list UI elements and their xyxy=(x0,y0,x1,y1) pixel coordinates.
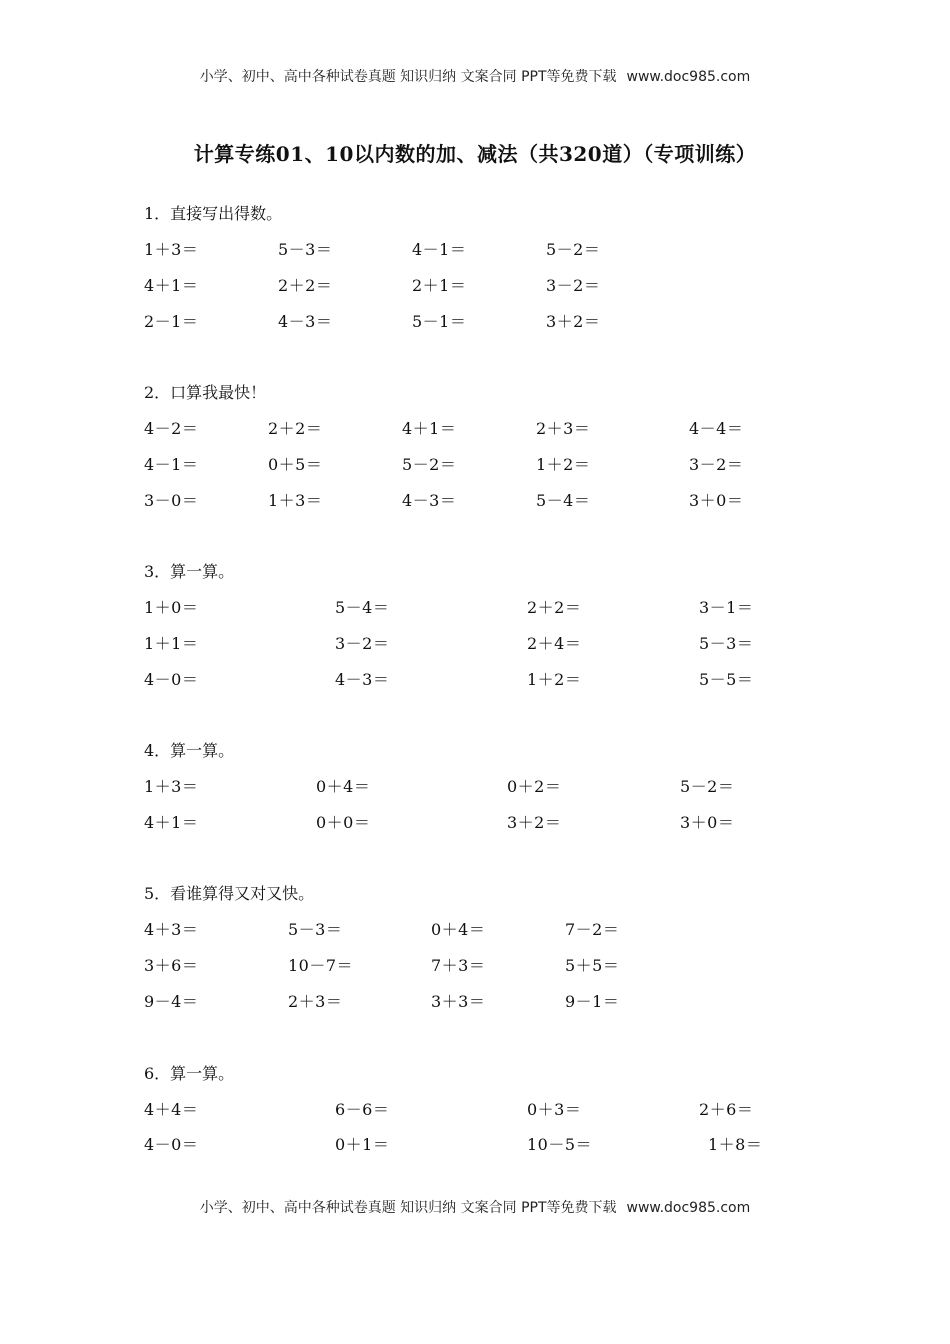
equation: 4－4＝ xyxy=(689,419,744,438)
header-banner xyxy=(0,66,950,86)
equation: 5－1＝ xyxy=(412,312,467,331)
equation: 9－4＝ xyxy=(144,992,199,1011)
equation: 4－2＝ xyxy=(144,419,199,438)
equation: 0＋4＝ xyxy=(431,920,486,939)
banner-url[interactable]: www.doc985.com xyxy=(626,1200,751,1216)
equation: 3－2＝ xyxy=(546,276,601,295)
banner-text: 小学、初中、高中各种试卷真题 知识归纳 文案合同 PPT等免费下载 xyxy=(199,1200,617,1216)
equation: 0＋1＝ xyxy=(335,1135,390,1154)
equation: 0＋3＝ xyxy=(527,1100,582,1119)
equation: 4－3＝ xyxy=(335,670,390,689)
equation: 0＋5＝ xyxy=(268,455,323,474)
equation: 3－0＝ xyxy=(144,491,199,510)
equation: 1＋8＝ xyxy=(708,1135,763,1154)
equation: 3－2＝ xyxy=(335,634,390,653)
equation: 10－5＝ xyxy=(527,1135,593,1154)
equation: 4－0＝ xyxy=(144,670,199,689)
equation: 2＋4＝ xyxy=(527,634,582,653)
equation: 6－6＝ xyxy=(335,1100,390,1119)
equation: 7－2＝ xyxy=(565,920,620,939)
equation: 3＋2＝ xyxy=(507,813,562,832)
equation: 5－2＝ xyxy=(680,777,735,796)
equation: 2＋2＝ xyxy=(268,419,323,438)
equation: 5－3＝ xyxy=(278,240,333,259)
section-1-title: 1．直接写出得数。 xyxy=(144,204,283,223)
section-6-title: 6．算一算。 xyxy=(144,1064,235,1083)
equation: 1＋0＝ xyxy=(144,598,199,617)
equation: 5＋5＝ xyxy=(565,956,620,975)
equation: 2＋3＝ xyxy=(288,992,343,1011)
equation: 1＋2＝ xyxy=(527,670,582,689)
equation: 4＋1＝ xyxy=(144,813,199,832)
banner-url[interactable]: www.doc985.com xyxy=(626,69,751,85)
equation: 2＋3＝ xyxy=(536,419,591,438)
equation: 10－7＝ xyxy=(288,956,354,975)
equation: 2＋2＝ xyxy=(278,276,333,295)
equation: 3＋0＝ xyxy=(689,491,744,510)
equation: 4－3＝ xyxy=(278,312,333,331)
equation: 4－1＝ xyxy=(412,240,467,259)
equation: 1＋1＝ xyxy=(144,634,199,653)
equation: 5－5＝ xyxy=(699,670,754,689)
equation: 1＋2＝ xyxy=(536,455,591,474)
equation: 4－1＝ xyxy=(144,455,199,474)
equation: 3＋0＝ xyxy=(680,813,735,832)
equation: 7＋3＝ xyxy=(431,956,486,975)
equation: 3＋6＝ xyxy=(144,956,199,975)
equation: 2－1＝ xyxy=(144,312,199,331)
section-5-title: 5．看谁算得又对又快。 xyxy=(144,884,315,903)
equation: 4＋1＝ xyxy=(144,276,199,295)
equation: 3－1＝ xyxy=(699,598,754,617)
equation: 1＋3＝ xyxy=(144,777,199,796)
equation: 5－4＝ xyxy=(536,491,591,510)
equation: 5－3＝ xyxy=(288,920,343,939)
equation: 5－3＝ xyxy=(699,634,754,653)
equation: 4＋4＝ xyxy=(144,1100,199,1119)
equation: 1＋3＝ xyxy=(268,491,323,510)
section-2-title: 2．口算我最快！ xyxy=(144,383,267,402)
equation: 0＋4＝ xyxy=(316,777,371,796)
equation: 5－2＝ xyxy=(546,240,601,259)
equation: 2＋6＝ xyxy=(699,1100,754,1119)
equation: 2＋2＝ xyxy=(527,598,582,617)
equation: 4－0＝ xyxy=(144,1135,199,1154)
equation: 0＋2＝ xyxy=(507,777,562,796)
equation: 3－2＝ xyxy=(689,455,744,474)
equation: 1＋3＝ xyxy=(144,240,199,259)
equation: 3＋3＝ xyxy=(431,992,486,1011)
equation: 9－1＝ xyxy=(565,992,620,1011)
equation: 4－3＝ xyxy=(402,491,457,510)
equation: 3＋2＝ xyxy=(546,312,601,331)
equation: 4＋1＝ xyxy=(402,419,457,438)
equation: 5－2＝ xyxy=(402,455,457,474)
section-3-title: 3．算一算。 xyxy=(144,562,235,581)
equation: 4＋3＝ xyxy=(144,920,199,939)
page-title: 计算专练01、10以内数的加、减法（共320道）（专项训练） xyxy=(193,142,757,166)
footer-banner xyxy=(0,1197,950,1217)
equation: 2＋1＝ xyxy=(412,276,467,295)
equation: 5－4＝ xyxy=(335,598,390,617)
banner-text: 小学、初中、高中各种试卷真题 知识归纳 文案合同 PPT等免费下载 xyxy=(199,69,617,85)
section-4-title: 4．算一算。 xyxy=(144,741,235,760)
equation: 0＋0＝ xyxy=(316,813,371,832)
